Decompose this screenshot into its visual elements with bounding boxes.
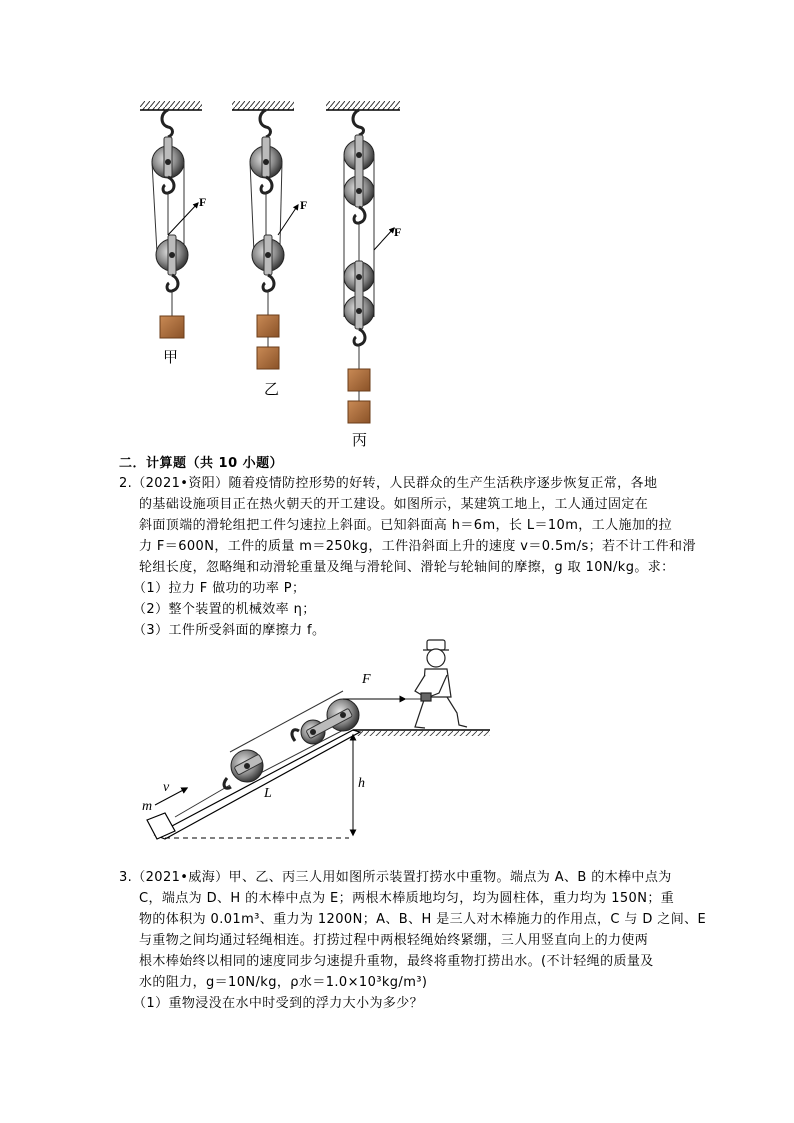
q2-sub-3: （3）工件所受斜面的摩擦力 f。 bbox=[133, 623, 326, 638]
q2-sub-1: （1）拉力 F 做功的功率 P； bbox=[133, 581, 306, 596]
pulley-systems-figure bbox=[130, 95, 420, 455]
q2-sub-2: （2）整个装置的机械效率 η； bbox=[133, 602, 316, 617]
force-label-bing: F bbox=[394, 225, 402, 239]
label-bing: 丙 bbox=[352, 431, 368, 449]
force-label-yi: F bbox=[300, 198, 308, 212]
q2-line-1: 2.（2021•资阳）随着疫情防控形势的好转，人民群众的生产生活秩序逐步恢复正常，各地 bbox=[119, 476, 658, 491]
q3-line-3: 物的体积为 0.01m³、重力为 1200N；A、B、H 是三人对木棒施力的作用点，C 与 D 之间、E bbox=[139, 912, 707, 927]
q3-sub-1: （1）重物浸没在水中时受到的浮力大小为多少？ bbox=[133, 996, 424, 1011]
label-jia: 甲 bbox=[163, 348, 179, 366]
label-yi: 乙 bbox=[264, 380, 280, 398]
system-jia bbox=[140, 101, 202, 338]
system-bing bbox=[326, 101, 400, 423]
q3-line-1: 3.（2021•威海）甲、乙、丙三人用如图所示装置打捞水中重物。端点为 A、B 的木棒中点为 bbox=[119, 870, 672, 885]
q3-line-4: 与重物之间均通过轻绳相连。打捞过程中两根轻绳始终紧绷，三人用竖直向上的力使两 bbox=[139, 933, 649, 948]
q3-line-2: C，端点为 D、H 的木棒中点为 E；两根木棒质地均匀，均为圆柱体，重力均为 150N；重 bbox=[139, 891, 675, 906]
q3-line-5: 根木棒始终以相同的速度同步匀速提升重物，最终将重物打捞出水。(不计轻绳的质量及 bbox=[139, 954, 654, 969]
q2-line-2: 的基础设施项目正在热火朝天的开工建设。如图所示，某建筑工地上，工人通过固定在 bbox=[139, 497, 649, 512]
force-label-jia: F bbox=[199, 195, 207, 209]
q3-line-6: 水的阻力，g＝10N/kg，ρ水＝1.0×10³kg/m³) bbox=[139, 975, 428, 990]
q2-line-3: 斜面顶端的滑轮组把工件匀速拉上斜面。已知斜面高 h＝6m，长 L＝10m，工人施加的拉 bbox=[139, 518, 673, 533]
incline-L-label: L bbox=[264, 786, 272, 801]
system-yi bbox=[232, 101, 298, 369]
q2-line-4: 力 F＝600N，工件的质量 m＝250kg，工件沿斜面上升的速度 v＝0.5m/s；若不计工件和滑 bbox=[139, 539, 696, 554]
q2-line-5: 轮组长度，忽略绳和动滑轮重量及绳与滑轮间、滑轮与轮轴间的摩擦，g 取 10N/kg。求： bbox=[139, 560, 675, 575]
section-title: 二．计算题（共 10 小题） bbox=[119, 456, 284, 471]
incline-F-label: F bbox=[362, 672, 371, 687]
incline-h-label: h bbox=[358, 776, 365, 791]
worker-figure bbox=[415, 640, 467, 728]
incline-v-label: v bbox=[163, 780, 170, 795]
incline-m-label: m bbox=[142, 799, 153, 814]
incline-pulley-figure bbox=[135, 635, 495, 850]
